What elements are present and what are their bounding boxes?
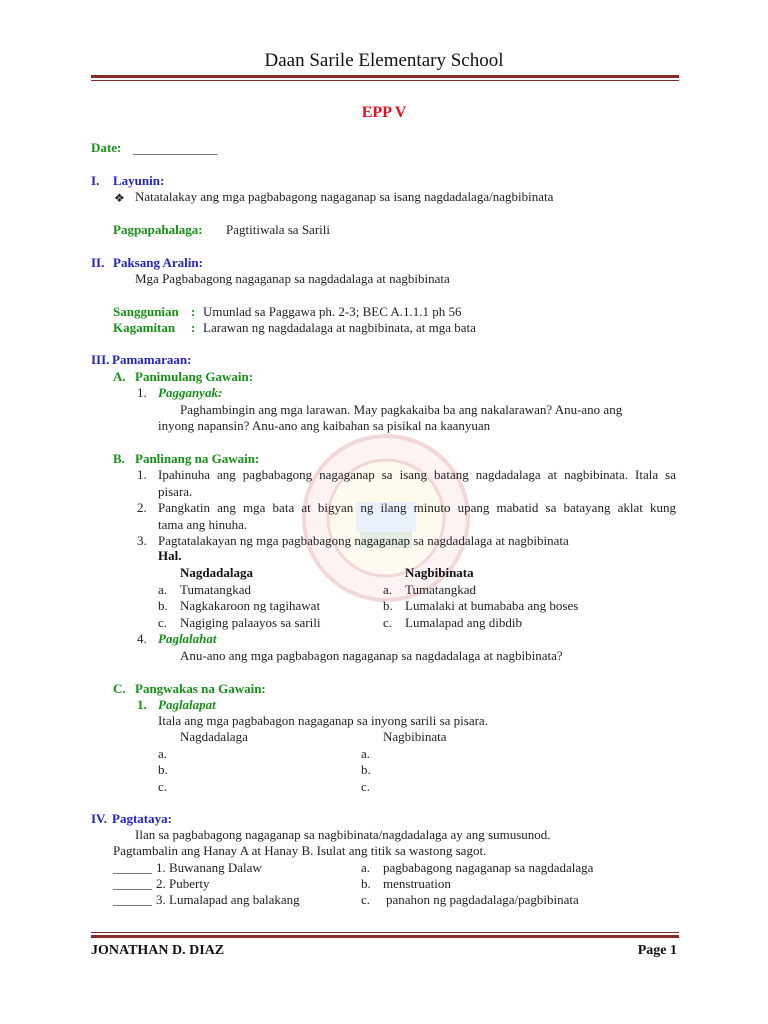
paksa-heading: Paksang Aralin: xyxy=(113,255,203,270)
nagdadalaga-heading: Nagdadalaga xyxy=(180,565,253,580)
pagtataya-heading: Pagtataya: xyxy=(112,811,172,826)
c-col2-letter: b. xyxy=(361,762,371,777)
pangwakas-heading: Pangwakas na Gawain: xyxy=(135,681,266,696)
kagamitan-colon: : xyxy=(191,320,196,335)
col2-letter: a. xyxy=(383,582,393,597)
c-col2-letter: c. xyxy=(361,779,371,794)
hanay-b-letter: b. xyxy=(361,876,371,891)
col1-letter: b. xyxy=(158,598,168,613)
pagtataya-line2: Pagtambalin ang Hanay A at Hanay B. Isulat ang titik sa wastong sagot. xyxy=(113,843,487,858)
pagganyak-line1: Paghambingin ang mga larawan. May pagkakaiba ba ang nakalarawan? Anu-ano ang xyxy=(180,402,623,417)
b1-line1: Ipahinuha ang pagbabagong nagaganap sa isang batang nagdadalaga at nagbibinata. Itala sa xyxy=(158,467,676,482)
school-name: Daan Sarile Elementary School xyxy=(264,50,504,71)
header-rule-thin xyxy=(91,80,679,81)
layunin-heading: Layunin: xyxy=(113,173,165,188)
col1-item: Tumatangkad xyxy=(180,582,252,597)
section-num-4: IV. xyxy=(91,811,108,826)
a1-num: 1. xyxy=(137,385,147,400)
bullet-icon: ❖ xyxy=(114,191,125,205)
b2-line1: Pangkatin ang mga bata at bigyan ng ilang minuto upang mabatid sa batayang aklat kung xyxy=(158,500,676,515)
pagganyak-line2: inyong napansin? Anu-ano ang kaibahan sa pisikal na kaanyuan xyxy=(158,418,491,433)
sanggunian-label: Sanggunian xyxy=(113,304,179,319)
paglalapat-label: Paglalapat xyxy=(158,697,216,712)
b3-line1: Pagtatalakayan ng mga pagbabagong nagaganap sa nagdadalaga at nagbibinata xyxy=(158,533,569,548)
panlinang-heading: Panlinang na Gawain: xyxy=(135,451,260,466)
col1-letter: c. xyxy=(158,615,168,630)
hanay-b-letter: c. xyxy=(361,892,371,907)
footer-rule-thin xyxy=(91,932,679,933)
c-nagbibinata-heading: Nagbibinata xyxy=(383,729,447,744)
subject-title: EPP V xyxy=(361,104,407,121)
sanggunian-value: Umunlad sa Paggawa ph. 2-3; BEC A.1.1.1 ph 56 xyxy=(203,304,462,319)
col1-letter: a. xyxy=(158,582,168,597)
hal-label: Hal. xyxy=(158,548,182,563)
kagamitan-label: Kagamitan xyxy=(113,320,176,335)
footer-rule xyxy=(91,935,679,938)
b1-num: 1. xyxy=(137,467,147,482)
b2-line2: tama ang hinuha. xyxy=(158,517,248,532)
hanay-b-item: pagbabagong nagaganap sa nagdadalaga xyxy=(383,860,594,875)
pagtataya-line1: Ilan sa pagbabagong nagaganap sa nagbibinata/nagdadalaga ay ang sumusunod. xyxy=(135,827,551,842)
paglalahat-text: Anu-ano ang mga pagbabagon nagaganap sa nagdadalaga at nagbibinata? xyxy=(180,648,563,663)
b1-line2: pisara. xyxy=(158,484,193,499)
date-label: Date: xyxy=(91,140,122,155)
hanay-b-item: menstruation xyxy=(383,876,451,891)
pamamaraan-heading: Pamamaraan: xyxy=(112,352,192,367)
layunin-text: Natatalakay ang mga pagbabagong nagaganap sa isang nagdadalaga/nagbibinata xyxy=(135,189,554,204)
b-letter: B. xyxy=(113,451,125,466)
section-num-3: III. xyxy=(91,352,110,367)
answer-blank: ______ xyxy=(113,892,152,907)
c-col1-letter: a. xyxy=(158,746,168,761)
answer-blank: ______ xyxy=(113,876,152,891)
pagpapahalaga-value: Pagtitiwala sa Sarili xyxy=(226,222,330,237)
pagganyak-label: Pagganyak: xyxy=(158,385,223,400)
pagpapahalaga-label: Pagpapahalaga: xyxy=(113,222,203,237)
panimulang-heading: Panimulang Gawain: xyxy=(135,369,254,384)
c-col1-letter: c. xyxy=(158,779,168,794)
c-col2-letter: a. xyxy=(361,746,371,761)
header-rule xyxy=(91,75,679,78)
col2-item: Tumatangkad xyxy=(405,582,477,597)
author-name: JONATHAN D. DIAZ xyxy=(91,943,225,958)
col2-letter: c. xyxy=(383,615,393,630)
answer-blank: ______ xyxy=(113,860,152,875)
section-num-2: II. xyxy=(91,255,105,270)
c-col1-letter: b. xyxy=(158,762,168,777)
c-nagdadalaga-heading: Nagdadalaga xyxy=(180,729,248,744)
col2-item: Lumalapad ang dibdib xyxy=(405,615,522,630)
paksa-text: Mga Pagbabagong nagaganap sa nagdadalaga at nagbibinata xyxy=(135,271,450,286)
paglalahat-label: Paglalahat xyxy=(158,631,217,646)
hanay-a-item: 2. Puberty xyxy=(156,876,210,891)
date-blank: _____________ xyxy=(133,141,218,156)
hanay-b-item: panahon ng pagdadalaga/pagbibinata xyxy=(386,892,579,907)
hanay-a-item: 1. Buwanang Dalaw xyxy=(156,860,262,875)
hanay-a-item: 3. Lumalapad ang balakang xyxy=(156,892,300,907)
a-letter: A. xyxy=(113,369,126,384)
kagamitan-value: Larawan ng nagdadalaga at nagbibinata, at mga bata xyxy=(203,320,476,335)
col1-item: Nagkakaroon ng tagihawat xyxy=(180,598,321,613)
col2-letter: b. xyxy=(383,598,393,613)
sanggunian-colon: : xyxy=(191,304,196,319)
b2-num: 2. xyxy=(137,500,147,515)
col1-item: Nagiging palaayos sa sarili xyxy=(180,615,321,630)
paglalapat-text: Itala ang mga pagbabagon nagaganap sa inyong sarili sa pisara. xyxy=(158,713,488,728)
col2-item: Lumalaki at bumababa ang boses xyxy=(405,598,579,613)
page-number: Page 1 xyxy=(637,943,677,958)
b4-num: 4. xyxy=(137,631,147,646)
c-letter: C. xyxy=(113,681,126,696)
c1-num: 1. xyxy=(137,697,147,712)
section-num-1: I. xyxy=(91,173,100,188)
hanay-b-letter: a. xyxy=(361,860,371,875)
nagbibinata-heading: Nagbibinata xyxy=(405,565,474,580)
b3-num: 3. xyxy=(137,533,147,548)
